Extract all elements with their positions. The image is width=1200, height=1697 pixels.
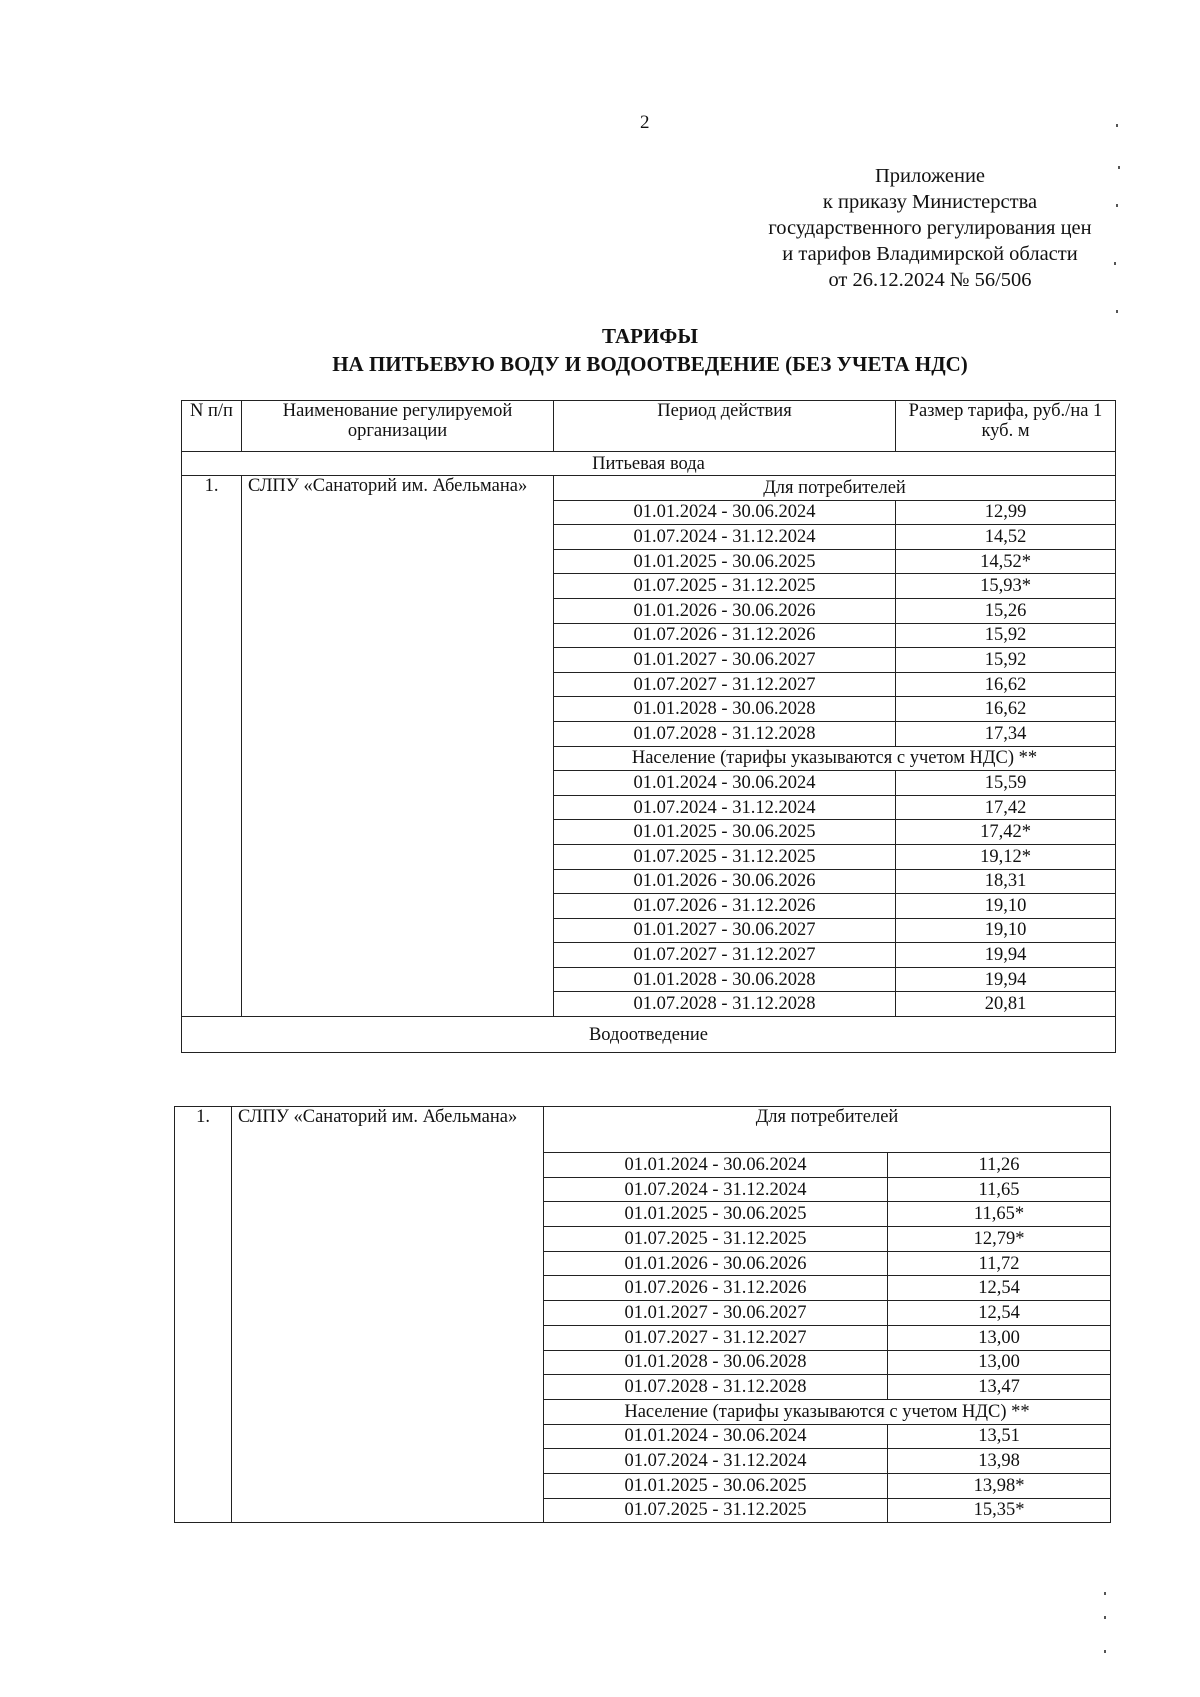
tariff-cell: 15,93* xyxy=(896,574,1116,599)
period-cell: 01.07.2024 - 31.12.2024 xyxy=(544,1177,888,1202)
tariff-cell: 16,62 xyxy=(896,697,1116,722)
period-cell: 01.07.2027 - 31.12.2027 xyxy=(544,1325,888,1350)
tariff-cell: 11,72 xyxy=(888,1251,1111,1276)
tariff-cell: 11,26 xyxy=(888,1153,1111,1178)
title-line: ТАРИФЫ xyxy=(602,324,698,348)
section-title-row xyxy=(182,1017,1116,1053)
period-cell: 01.01.2025 - 30.06.2025 xyxy=(554,820,896,845)
tariff-cell: 12,79* xyxy=(888,1227,1111,1252)
document-title xyxy=(180,322,1120,378)
period-cell: 01.01.2027 - 30.06.2027 xyxy=(554,648,896,673)
tariff-cell: 20,81 xyxy=(896,992,1116,1017)
period-cell: 01.07.2024 - 31.12.2024 xyxy=(554,795,896,820)
scan-speck xyxy=(1104,1616,1106,1619)
tariff-cell: 19,10 xyxy=(896,894,1116,919)
scan-speck xyxy=(1114,262,1116,265)
period-cell: 01.01.2025 - 30.06.2025 xyxy=(544,1473,888,1498)
period-cell: 01.01.2026 - 30.06.2026 xyxy=(554,598,896,623)
row-number: 1. xyxy=(182,476,242,1017)
tariff-cell: 13,98* xyxy=(888,1473,1111,1498)
appendix-line: к приказу Министерства xyxy=(822,191,1038,213)
period-cell: 01.01.2024 - 30.06.2024 xyxy=(544,1424,888,1449)
period-cell: 01.01.2024 - 30.06.2024 xyxy=(544,1153,888,1178)
period-cell: 01.01.2025 - 30.06.2025 xyxy=(544,1202,888,1227)
period-cell: 01.07.2024 - 31.12.2024 xyxy=(554,525,896,550)
group-title: Для потребителей xyxy=(544,1107,1111,1153)
section-title-row xyxy=(182,452,1116,476)
scan-speck xyxy=(1116,204,1118,207)
tariff-table-part2 xyxy=(174,1106,1111,1523)
tariff-cell: 15,92 xyxy=(896,623,1116,648)
group-title-row xyxy=(182,476,1116,501)
period-cell: 01.07.2025 - 31.12.2025 xyxy=(544,1498,888,1523)
period-cell: 01.07.2026 - 31.12.2026 xyxy=(554,623,896,648)
scan-speck xyxy=(1116,124,1118,127)
period-cell: 01.01.2028 - 30.06.2028 xyxy=(544,1350,888,1375)
tariff-cell: 13,00 xyxy=(888,1325,1111,1350)
period-cell: 01.01.2024 - 30.06.2024 xyxy=(554,771,896,796)
title-line: НА ПИТЬЕВУЮ ВОДУ И ВОДООТВЕДЕНИЕ (БЕЗ УЧЕТА НДС) xyxy=(332,352,968,376)
period-cell: 01.01.2025 - 30.06.2025 xyxy=(554,549,896,574)
tariff-cell: 19,10 xyxy=(896,918,1116,943)
period-cell: 01.07.2028 - 31.12.2028 xyxy=(544,1375,888,1400)
period-cell: 01.01.2027 - 30.06.2027 xyxy=(554,918,896,943)
appendix-line: от 26.12.2024 № 56/506 xyxy=(828,269,1032,291)
row-number: 1. xyxy=(175,1107,232,1523)
organization-name: СЛПУ «Санаторий им. Абельмана» xyxy=(242,476,554,1017)
period-cell: 01.07.2024 - 31.12.2024 xyxy=(544,1449,888,1474)
header-tariff: Размер тарифа, руб./на 1 куб. м xyxy=(896,401,1116,452)
period-cell: 01.07.2025 - 31.12.2025 xyxy=(544,1227,888,1252)
appendix-line: государственного регулирования цен xyxy=(768,217,1092,239)
tariff-cell: 19,94 xyxy=(896,943,1116,968)
tariff-cell: 19,12* xyxy=(896,844,1116,869)
scan-speck xyxy=(1104,1650,1106,1653)
tariff-cell: 13,00 xyxy=(888,1350,1111,1375)
group-title: Население (тарифы указываются с учетом НДС) ** xyxy=(544,1399,1111,1424)
scan-speck xyxy=(1118,166,1120,169)
period-cell: 01.07.2027 - 31.12.2027 xyxy=(554,672,896,697)
period-cell: 01.07.2025 - 31.12.2025 xyxy=(554,844,896,869)
period-cell: 01.01.2028 - 30.06.2028 xyxy=(554,697,896,722)
period-cell: 01.07.2026 - 31.12.2026 xyxy=(544,1276,888,1301)
tariff-cell: 11,65* xyxy=(888,1202,1111,1227)
appendix-line: Приложение xyxy=(874,165,986,187)
period-cell: 01.07.2027 - 31.12.2027 xyxy=(554,943,896,968)
scan-speck xyxy=(1116,310,1118,313)
tariff-cell: 13,47 xyxy=(888,1375,1111,1400)
tariff-table-part1 xyxy=(181,400,1116,1053)
tariff-cell: 13,98 xyxy=(888,1449,1111,1474)
tariff-cell: 12,54 xyxy=(888,1301,1111,1326)
tariff-cell: 14,52* xyxy=(896,549,1116,574)
tariff-cell: 18,31 xyxy=(896,869,1116,894)
period-cell: 01.01.2028 - 30.06.2028 xyxy=(554,967,896,992)
organization-name: СЛПУ «Санаторий им. Абельмана» xyxy=(232,1107,544,1523)
tariff-cell: 17,42 xyxy=(896,795,1116,820)
group-title-row xyxy=(175,1107,1111,1153)
tariff-cell: 17,42* xyxy=(896,820,1116,845)
section-title: Питьевая вода xyxy=(182,452,1116,476)
tariff-cell: 11,65 xyxy=(888,1177,1111,1202)
tariff-cell: 12,99 xyxy=(896,500,1116,525)
tariff-cell: 17,34 xyxy=(896,721,1116,746)
header-period: Период действия xyxy=(554,401,896,452)
header-org: Наименование регулируемой организации xyxy=(242,401,554,452)
tariff-cell: 15,59 xyxy=(896,771,1116,796)
period-cell: 01.01.2026 - 30.06.2026 xyxy=(544,1251,888,1276)
appendix-block xyxy=(720,163,1140,293)
tariff-cell: 15,26 xyxy=(896,598,1116,623)
period-cell: 01.07.2025 - 31.12.2025 xyxy=(554,574,896,599)
tariff-cell: 12,54 xyxy=(888,1276,1111,1301)
period-cell: 01.01.2026 - 30.06.2026 xyxy=(554,869,896,894)
section-title: Водоотведение xyxy=(182,1017,1116,1053)
group-title: Для потребителей xyxy=(554,476,1116,501)
period-cell: 01.07.2028 - 31.12.2028 xyxy=(554,992,896,1017)
period-cell: 01.07.2026 - 31.12.2026 xyxy=(554,894,896,919)
table-header-row xyxy=(182,401,1116,452)
page-number: 2 xyxy=(640,112,650,133)
period-cell: 01.07.2028 - 31.12.2028 xyxy=(554,721,896,746)
period-cell: 01.01.2024 - 30.06.2024 xyxy=(554,500,896,525)
tariff-cell: 19,94 xyxy=(896,967,1116,992)
appendix-line: и тарифов Владимирской области xyxy=(782,243,1078,265)
tariff-cell: 13,51 xyxy=(888,1424,1111,1449)
group-title: Население (тарифы указываются с учетом НДС) ** xyxy=(554,746,1116,771)
tariff-cell: 14,52 xyxy=(896,525,1116,550)
tariff-cell: 16,62 xyxy=(896,672,1116,697)
tariff-cell: 15,92 xyxy=(896,648,1116,673)
tariff-cell: 15,35* xyxy=(888,1498,1111,1523)
period-cell: 01.01.2027 - 30.06.2027 xyxy=(544,1301,888,1326)
scan-speck xyxy=(1104,1592,1106,1595)
header-num: N п/п xyxy=(182,401,242,452)
